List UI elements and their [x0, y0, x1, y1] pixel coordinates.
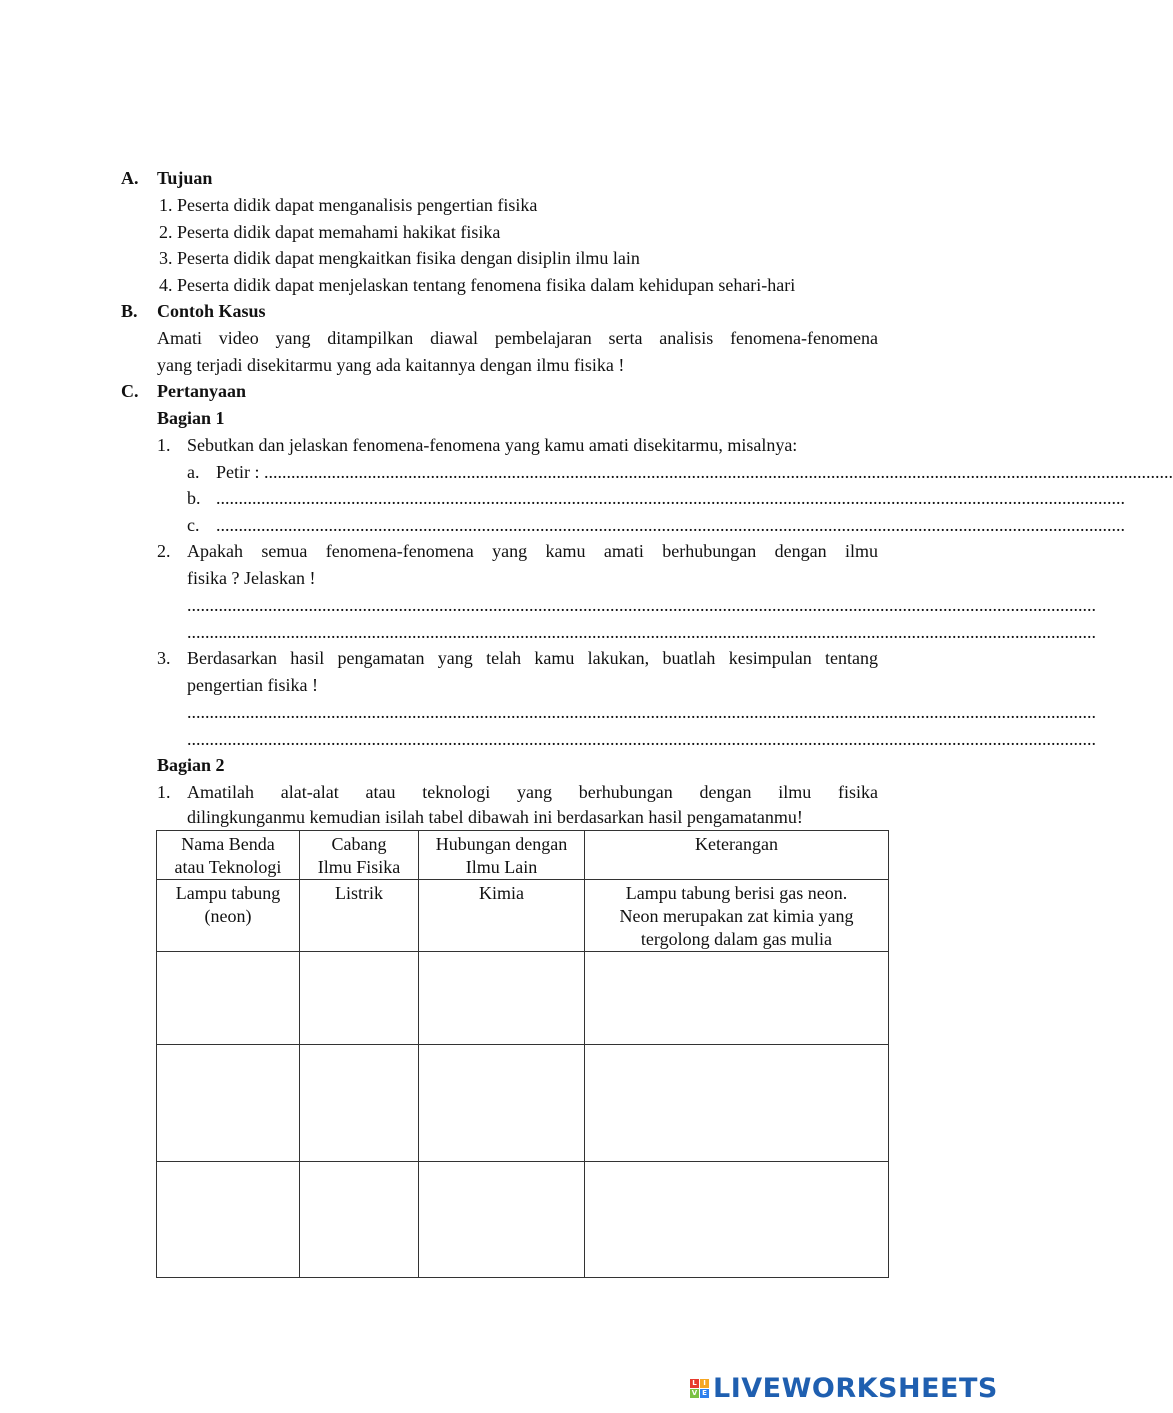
liveworksheets-logo [690, 1373, 998, 1403]
table-cell[interactable] [157, 1045, 300, 1162]
table-cell[interactable] [419, 1162, 585, 1278]
table-header-cell: Keterangan [585, 831, 889, 880]
objective-item: 2. Peserta didik dapat memahami hakikat fisika [159, 222, 501, 242]
table-header-cell: Hubungan dengan Ilmu Lain [419, 831, 585, 880]
question-text: dilingkunganmu kemudian isilah tabel dibawah ini berdasarkan hasil pengamatanmu! [187, 807, 803, 827]
logo-mark-icon: L I V E [690, 1379, 709, 1398]
table-row[interactable] [157, 1162, 889, 1278]
table-header-cell: Cabang Ilmu Fisika [300, 831, 419, 880]
observation-table [156, 830, 889, 1278]
section-a-letter: A. [121, 168, 139, 188]
question-number: 3. [157, 648, 171, 668]
table-cell[interactable] [585, 952, 889, 1045]
table-cell[interactable] [300, 1045, 419, 1162]
objective-item: 1. Peserta didik dapat menganalisis pengertian fisika [159, 195, 538, 215]
table-cell: Lampu tabung berisi gas neon. Neon merupakan zat kimia yang tergolong dalam gas mulia [585, 880, 889, 952]
section-c-title: Pertanyaan [157, 381, 246, 401]
option-letter: b. [187, 488, 201, 508]
objective-item: 3. Peserta didik dapat mengkaitkan fisika dengan disiplin ilmu lain [159, 248, 640, 268]
answer-line[interactable]: .......................................................................................................................................................................................................... [216, 515, 1125, 535]
question-text: Berdasarkan hasil pengamatan yang telah kamu lakukan, buatlah kesimpulan tentang [187, 648, 878, 668]
table-header-row [157, 831, 889, 880]
question-text: pengertian fisika ! [187, 675, 318, 695]
table-row[interactable] [157, 952, 889, 1045]
answer-line[interactable]: .......................................................................................................................................................................................................... [187, 595, 1096, 615]
answer-line[interactable]: .......................................................................................................................................................................................................... [264, 462, 1173, 482]
table-cell[interactable] [157, 952, 300, 1045]
answer-line[interactable]: .......................................................................................................................................................................................................... [187, 729, 1096, 749]
case-text-line: Amati video yang ditampilkan diawal pembelajaran serta analisis fenomena-fenomena [157, 328, 878, 348]
question-text: Sebutkan dan jelaskan fenomena-fenomena yang kamu amati disekitarmu, misalnya: [187, 435, 798, 455]
question-text: fisika ? Jelaskan ! [187, 568, 316, 588]
answer-line[interactable]: .......................................................................................................................................................................................................... [216, 488, 1125, 508]
option-letter: c. [187, 515, 200, 535]
table-cell[interactable] [157, 1162, 300, 1278]
section-a-title: Tujuan [157, 168, 213, 188]
question-number: 2. [157, 541, 171, 561]
table-row [157, 880, 889, 952]
option-letter: a. [187, 462, 200, 482]
question-text: Apakah semua fenomena-fenomena yang kamu amati berhubungan dengan ilmu [187, 541, 878, 561]
question-number: 1. [157, 782, 171, 802]
answer-line[interactable]: .......................................................................................................................................................................................................... [187, 622, 1096, 642]
table-cell: Listrik [300, 880, 419, 952]
section-b-letter: B. [121, 301, 138, 321]
option-label: Petir : [216, 462, 260, 482]
section-b-title: Contoh Kasus [157, 301, 266, 321]
question-text: Amatilah alat-alat atau teknologi yang berhubungan dengan ilmu fisika [187, 782, 878, 802]
section-c-letter: C. [121, 381, 139, 401]
bagian-2-title: Bagian 2 [157, 755, 225, 775]
logo-text: LIVEWORKSHEETS [713, 1372, 998, 1404]
objective-item: 4. Peserta didik dapat menjelaskan tentang fenomena fisika dalam kehidupan sehari-hari [159, 275, 796, 295]
table-cell[interactable] [585, 1162, 889, 1278]
table-cell[interactable] [419, 1045, 585, 1162]
table-header-cell: Nama Benda atau Teknologi [157, 831, 300, 880]
case-text-line: yang terjadi disekitarmu yang ada kaitannya dengan ilmu fisika ! [157, 355, 625, 375]
question-number: 1. [157, 435, 171, 455]
table-cell[interactable] [300, 1162, 419, 1278]
table-cell: Kimia [419, 880, 585, 952]
table-cell: Lampu tabung (neon) [157, 880, 300, 952]
bagian-1-title: Bagian 1 [157, 408, 225, 428]
answer-line[interactable]: .......................................................................................................................................................................................................... [187, 702, 1096, 722]
table-cell[interactable] [300, 952, 419, 1045]
table-cell[interactable] [419, 952, 585, 1045]
table-cell[interactable] [585, 1045, 889, 1162]
table-row[interactable] [157, 1045, 889, 1162]
